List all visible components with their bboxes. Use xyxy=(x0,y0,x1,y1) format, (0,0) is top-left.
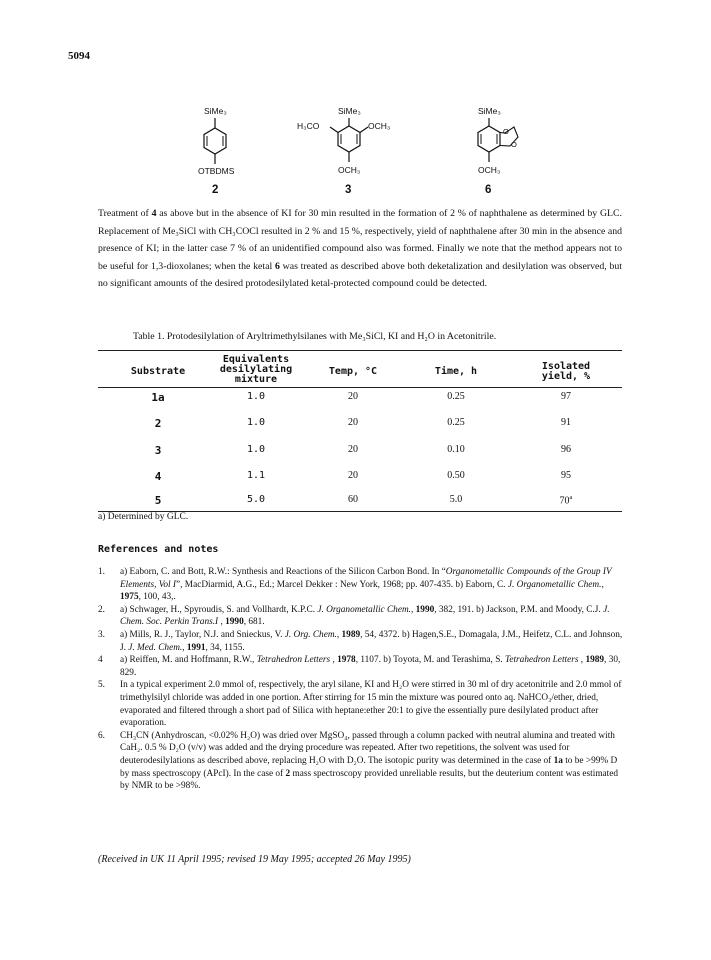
reference-text: J. Organometallic Chem. xyxy=(317,604,411,615)
reference-number: 6. xyxy=(98,730,105,741)
reference-text: , 681. xyxy=(243,617,265,628)
reference-text: , 34, 1155. xyxy=(205,642,245,653)
cell-time: 0.25 xyxy=(447,417,465,428)
paragraph-text: was treated as described above both deketalization and desilylation was observed, but no significant amounts of the desired protodesilylated ketal-protected compound could be detected. xyxy=(98,260,622,290)
cell-yield: 95 xyxy=(561,470,571,481)
cell-temp: 20 xyxy=(348,391,358,402)
reference-text: 2 xyxy=(285,768,291,779)
reference-text: , 100, 43,. xyxy=(138,592,176,603)
cell-yield: 91 xyxy=(561,417,571,428)
reference-text: 1989 xyxy=(585,655,605,666)
structure-3-methoxy-right-label: OCH₃ xyxy=(368,121,391,131)
reference-text: a) Schwager, H., Spyroudis, S. and Vollhardt, K.P.C. xyxy=(120,604,318,615)
reference-item xyxy=(98,730,626,793)
paragraph-text: Treatment of xyxy=(98,208,152,219)
reference-text: , xyxy=(330,655,338,666)
received-dates: (Received in UK 11 April 1995; revised 19 May 1995; accepted 26 May 1995) xyxy=(98,854,411,865)
reference-text: 1975 xyxy=(120,592,139,603)
reference-item xyxy=(98,566,626,604)
structure-3-methoxy-left-label: H₃CO xyxy=(297,121,320,131)
structure-2 xyxy=(190,100,270,200)
structure-6-methoxy-label: OCH₃ xyxy=(478,165,501,175)
reference-text: , 30, 829. xyxy=(120,655,621,678)
cell-substrate: 4 xyxy=(154,470,162,483)
cell-equivalents: 5.0 xyxy=(246,494,266,505)
reference-number: 1. xyxy=(98,567,105,577)
references-list xyxy=(98,566,626,793)
reference-text: 1989 xyxy=(341,629,361,640)
cell-substrate: 2 xyxy=(154,417,162,430)
paragraph-text: as above but in the absence of KI for 30 min resulted in the formation of 2 % of naphthalene as determined by GLC. Replacement of Me₃SiCl with CH₃COCl resulted in 2 % and 15 %, respectively, yield of naphthalene after 30 min in the absence and presence of KI; in the latter case 7 % of an unidentified compound also was formed. Finally we note that the method appears not to be useful for 1,3-dioxolanes; when the ketal xyxy=(98,208,622,272)
col-header-equivalents-3: mixture xyxy=(234,374,278,385)
structure-6-dioxolane-o2: O xyxy=(511,140,517,149)
reference-text: Tetrahedron Letters xyxy=(505,655,579,666)
footnote-marker: a xyxy=(569,494,573,501)
reference-number: 4 xyxy=(98,655,103,666)
yield-value: 70 xyxy=(559,495,570,507)
structure-3-silyl-label: SiMe₃ xyxy=(338,106,361,116)
reference-text: Tetrahedron Letters xyxy=(256,655,331,666)
cell-temp: 20 xyxy=(348,444,358,455)
reference-item xyxy=(98,629,626,654)
reference-text: a) Eaborn, C. and Bott, R.W.: Synthesis and Reactions of the Silicon Carbon Bond. In “ xyxy=(120,567,446,577)
reference-text: 1990 xyxy=(415,604,435,615)
cell-time: 0.10 xyxy=(447,444,465,455)
col-header-time: Time, h xyxy=(434,366,478,377)
table-top-rule xyxy=(98,350,622,351)
reference-text: , xyxy=(218,617,226,628)
benzene-ring-drawing xyxy=(290,100,400,170)
references-heading: References and notes xyxy=(98,544,219,555)
reference-text: a) Mills, R. J., Taylor, N.J. and Snieckus, V. xyxy=(120,629,285,640)
structure-6 xyxy=(465,100,545,200)
reference-number: 2. xyxy=(98,604,105,615)
structure-6-silyl-label: SiMe₃ xyxy=(478,106,501,116)
reference-text: J. Organometallic Chem. xyxy=(507,579,602,590)
reference-text: ”, MacDiarmid, A.G., Ed.; Marcel Dekker : New York, 1968; pp. 407-435. b) Eaborn, C. xyxy=(176,579,508,590)
page-number: 5094 xyxy=(68,50,90,62)
col-header-yield-2: yield, % xyxy=(541,371,591,382)
body-paragraph xyxy=(98,205,622,293)
structure-2-silyl-label: SiMe₃ xyxy=(204,106,227,116)
structure-6-number: 6 xyxy=(485,184,492,196)
reference-text: J. Chem. Soc. Perkin Trans.I xyxy=(120,604,610,628)
reference-text: , xyxy=(336,629,342,640)
cell-yield xyxy=(516,494,616,506)
cell-substrate: 5 xyxy=(154,494,162,507)
structure-3-methoxy-bottom-label: OCH₃ xyxy=(338,165,361,175)
cell-time: 5.0 xyxy=(449,494,463,505)
table-footnote: a) Determined by GLC. xyxy=(98,512,189,522)
reference-item xyxy=(98,679,626,729)
reference-text: , 54, 4372. b) Hagen,S.E., Domagala, J.M., Heifetz, C.L. and Johnson, J. xyxy=(120,629,623,653)
reference-text: a) Reiffen, M. and Hoffmann, R.W., xyxy=(120,655,257,666)
reference-number: 5. xyxy=(98,680,105,691)
reference-text: 1990 xyxy=(225,617,244,628)
cell-temp: 20 xyxy=(348,417,358,428)
table-caption: Table 1. Protodesilylation of Aryltrimethylsilanes with Me₃SiCl, KI and H₂O in Acetonitrile. xyxy=(133,331,497,342)
reference-item xyxy=(98,654,626,679)
reference-text: In a typical experiment 2.0 mmol of, respectively, the aryl silane, KI and H₂O were stirred in 30 ml of dry acetonitrile and 2.0 mmol of trimethylsilyl chloride was added in one portion. After stirring for 15 min the mixture was poured onto aq. NaHCO₃/ether, dried, evaporated and filtered through a short pad of Silica with heptane:ether 20:1 to give the essentially pure desilylated product after evaporation. xyxy=(120,680,622,729)
cell-yield: 97 xyxy=(561,391,571,402)
reference-text: Organometallic Compounds of the Group IV Elements, Vol I xyxy=(120,567,612,590)
cell-substrate: 1a xyxy=(151,391,165,404)
reference-text: , xyxy=(411,604,416,615)
cell-temp: 20 xyxy=(348,470,358,481)
benzene-ring-drawing xyxy=(190,100,270,170)
cell-substrate: 3 xyxy=(154,444,162,457)
structure-3-number: 3 xyxy=(345,184,352,196)
reference-text: to be >99% D by mass spectroscopy (APcI). In the case of xyxy=(120,755,618,779)
cell-equivalents: 1.1 xyxy=(246,470,266,481)
col-header-substrate: Substrate xyxy=(130,366,186,377)
chemical-structures xyxy=(0,100,711,200)
reference-number: 3. xyxy=(98,629,105,640)
reference-text: 1991 xyxy=(186,642,206,653)
reference-text: 1a xyxy=(553,755,563,766)
reference-text: 1978 xyxy=(337,655,356,666)
structure-2-number: 2 xyxy=(212,184,219,196)
compound-ref: 4 xyxy=(151,208,157,219)
reference-text: CH₃CN (Anhydroscan, <0.02% H₂O) was dried over MgSO₄, passed through a column packed with neutral alumina and treated with CaH₂. 0.5 % D₂O (v/v) was added and the drying procedure was repeated. After two repetitions, the solvent was used for deuterodesilylations as described above, replacing H₂O with D₂O. The isotopic purity was determined in the case of xyxy=(120,730,615,766)
reference-item xyxy=(98,604,626,629)
reference-text: , 382, 191. b) Jackson, P.M. and Moody, C.J. xyxy=(434,604,604,615)
cell-equivalents: 1.0 xyxy=(246,391,266,402)
cell-time: 0.50 xyxy=(447,470,465,481)
reference-text: J. Org. Chem. xyxy=(284,629,337,640)
reference-text: , xyxy=(578,655,586,666)
structure-2-otbdms-label: OTBDMS xyxy=(198,166,235,176)
table-header-rule xyxy=(98,387,622,388)
col-header-temp: Temp, °C xyxy=(328,366,378,377)
col-header-equivalents-2: desilylating xyxy=(219,364,293,375)
reference-text: J. Med. Chem. xyxy=(128,642,183,653)
reference-text: , xyxy=(601,579,604,590)
cell-time: 0.25 xyxy=(447,391,465,402)
col-header-equivalents-1: Equivalents xyxy=(222,354,290,365)
cell-yield: 96 xyxy=(561,444,571,455)
reference-text: mass spectroscopy provided unreliable results, but the deuterium content was estimated by NMR to be >98%. xyxy=(120,768,619,792)
structure-3 xyxy=(290,100,400,200)
compound-ref: 6 xyxy=(274,260,280,272)
structure-6-dioxolane-o1: O xyxy=(503,127,509,136)
cell-equivalents: 1.0 xyxy=(246,444,266,455)
cell-equivalents: 1.0 xyxy=(246,417,266,428)
cell-temp: 60 xyxy=(348,494,358,505)
reference-text: , 1107. b) Toyota, M. and Terashima, S. xyxy=(355,655,506,666)
reference-text: , xyxy=(182,642,187,653)
col-header-yield-1: Isolated xyxy=(541,361,591,372)
